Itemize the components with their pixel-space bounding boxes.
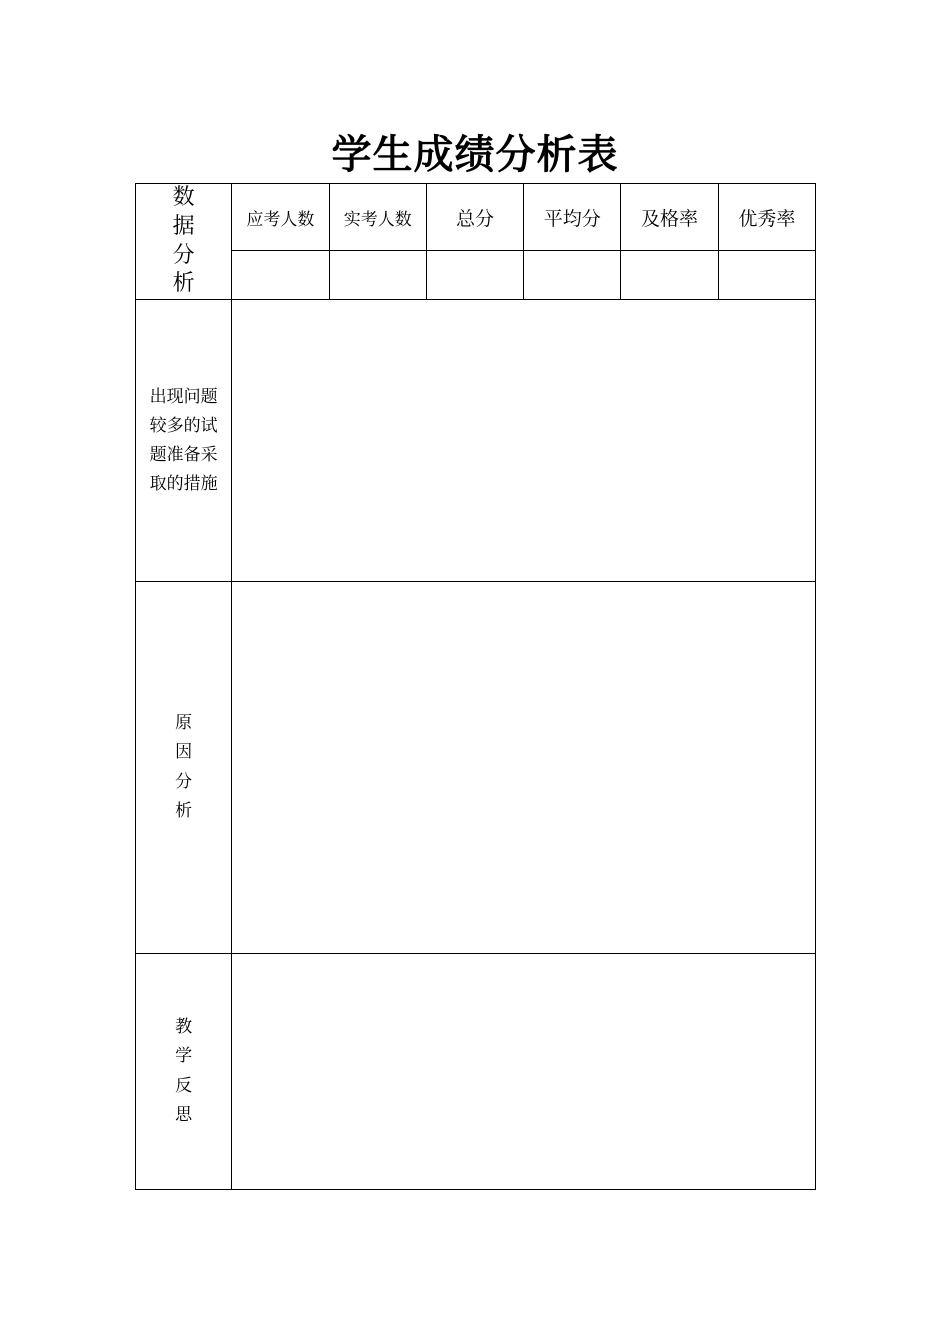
reflection-content-cell[interactable] — [232, 954, 816, 1190]
value-cell-average[interactable] — [524, 251, 621, 300]
page-title: 学生成绩分析表 — [331, 132, 619, 178]
analysis-table — [135, 183, 816, 1190]
column-header-excellent-rate: 优秀率 — [718, 184, 815, 251]
data-header-row — [136, 184, 816, 251]
causes-content-cell[interactable] — [232, 582, 816, 954]
column-header-expected: 应考人数 — [232, 184, 329, 251]
issues-label-cell — [136, 300, 232, 582]
data-values-row — [136, 251, 816, 300]
issues-row — [136, 300, 816, 582]
value-cell-total[interactable] — [426, 251, 523, 300]
causes-row — [136, 582, 816, 954]
value-cell-excellent-rate[interactable] — [718, 251, 815, 300]
reflection-row — [136, 954, 816, 1190]
data-analysis-label-cell — [136, 184, 232, 300]
column-header-actual: 实考人数 — [329, 184, 426, 251]
column-header-average: 平均分 — [524, 184, 621, 251]
reflection-label: 教学反思 — [175, 1017, 193, 1125]
causes-label: 原因分析 — [175, 713, 193, 821]
column-header-pass-rate: 及格率 — [621, 184, 718, 251]
data-analysis-label: 数据分析 — [172, 185, 195, 297]
column-header-total: 总分 — [426, 184, 523, 251]
value-cell-actual[interactable] — [329, 251, 426, 300]
value-cell-pass-rate[interactable] — [621, 251, 718, 300]
value-cell-expected[interactable] — [232, 251, 329, 300]
issues-label: 出现问题较多的试题准备采取的措施 — [149, 386, 218, 494]
causes-label-cell — [136, 582, 232, 954]
reflection-label-cell — [136, 954, 232, 1190]
issues-content-cell[interactable] — [232, 300, 816, 582]
